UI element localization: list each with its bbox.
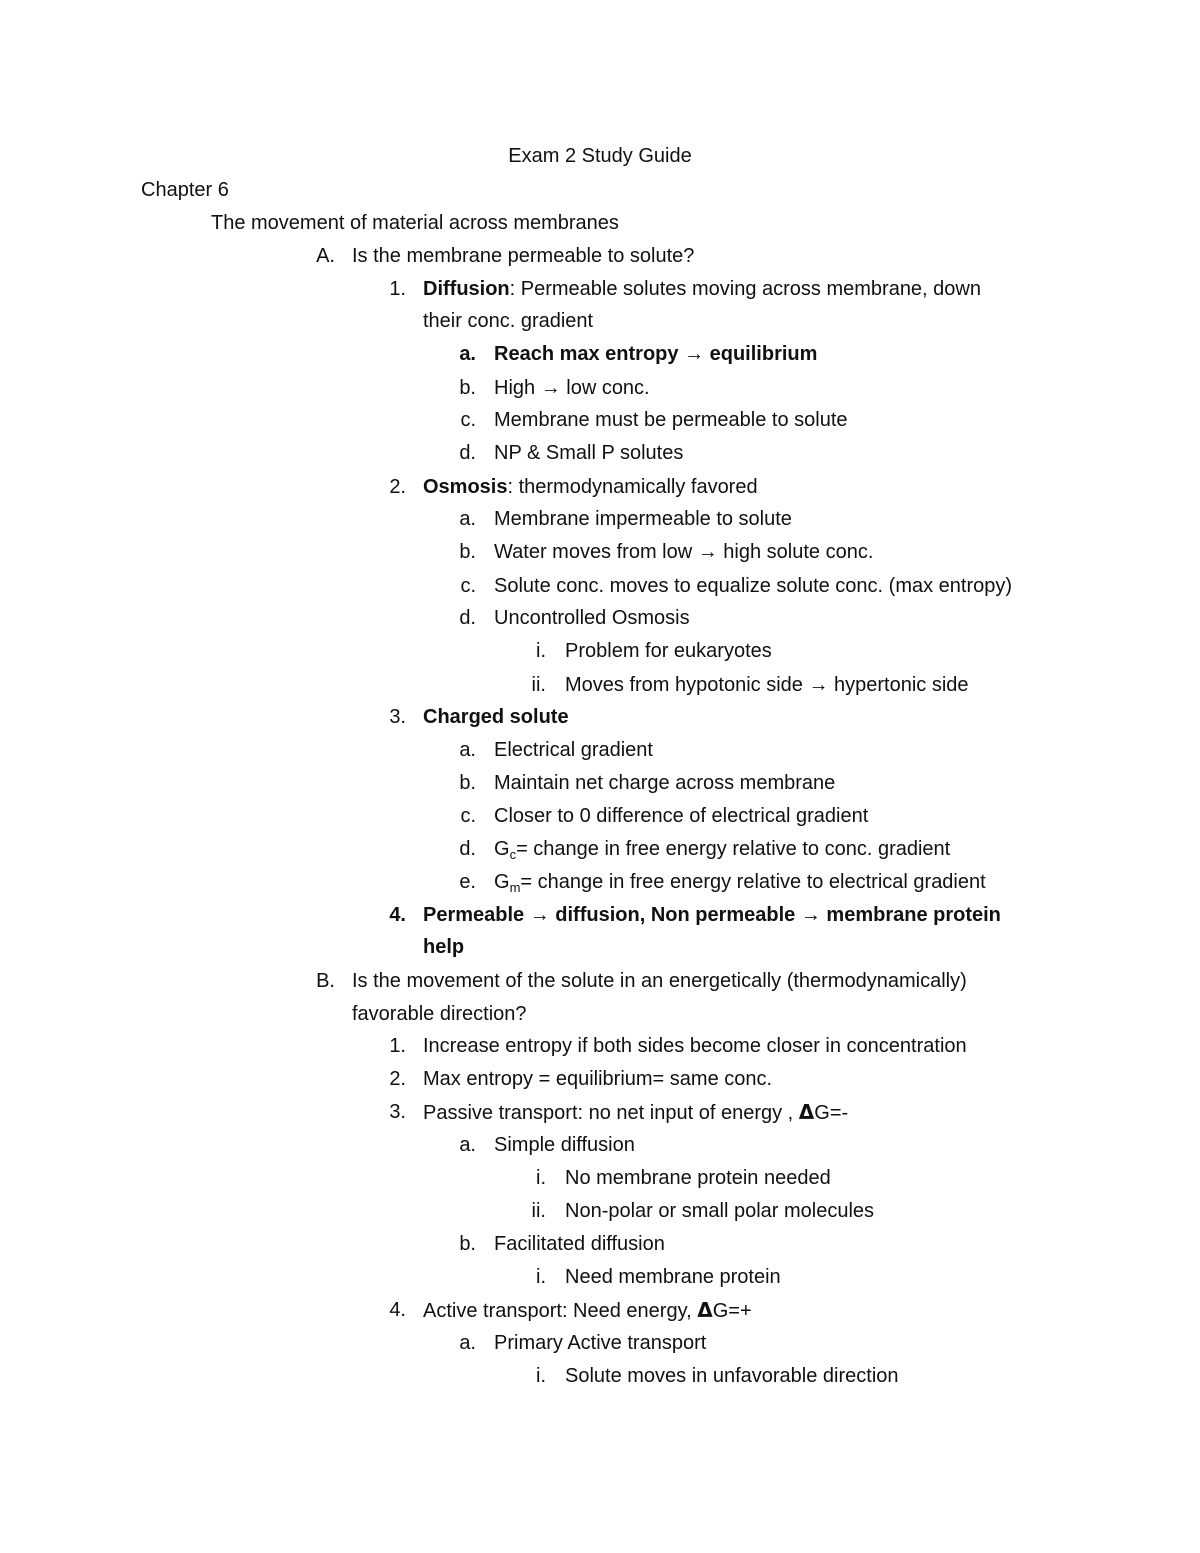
term-osmosis: Osmosis (423, 476, 508, 498)
outline-item-osmosis (423, 474, 758, 500)
outline-item: Moves from hypotonic side → hypertonic side (565, 674, 969, 696)
delta-symbol: Δ (798, 1100, 815, 1124)
outline-marker: d. (459, 838, 476, 860)
delta-g-value: G=+ (712, 1300, 752, 1322)
outline-marker: i. (536, 640, 546, 662)
outline-item-diffusion (423, 276, 981, 302)
g-symbol: G (494, 838, 510, 860)
outline-marker: A. (316, 245, 335, 267)
outline-marker: e. (459, 871, 476, 893)
outline-item-gm (494, 869, 986, 901)
outline-marker: c. (460, 805, 476, 827)
outline-marker: b. (459, 377, 476, 399)
outline-item: Maintain net charge across membrane (494, 772, 836, 794)
delta-symbol: Δ (697, 1298, 713, 1322)
outline-item-passive-transport (423, 1099, 848, 1126)
outline-marker: a. (459, 1332, 476, 1354)
passive-transport-text: Passive transport: no net input of energy , (423, 1102, 799, 1124)
g-symbol: G (494, 871, 510, 893)
outline-marker: d. (459, 442, 476, 464)
outline-item: No membrane protein needed (565, 1167, 831, 1189)
outline-item: Need membrane protein (565, 1266, 781, 1288)
outline-marker: c. (460, 575, 476, 597)
term-diffusion: Diffusion (423, 278, 510, 300)
outline-marker: 1. (389, 278, 406, 300)
outline-marker: i. (536, 1266, 546, 1288)
osmosis-definition: : thermodynamically favored (507, 476, 758, 498)
outline-item: Non-polar or small polar molecules (565, 1200, 875, 1222)
g-subscript: m (509, 880, 521, 895)
outline-marker: b. (459, 541, 476, 563)
outline-marker: c. (460, 409, 476, 431)
outline-marker: a. (459, 343, 476, 365)
outline-item-active-transport (423, 1297, 752, 1324)
outline-marker: B. (316, 970, 335, 992)
gc-definition: = change in free energy relative to conc. gradient (516, 838, 951, 860)
outline-item: Primary Active transport (494, 1332, 707, 1354)
outline-marker: 2. (389, 1068, 406, 1090)
outline-item: Problem for eukaryotes (565, 640, 772, 662)
outline-item: Solute moves in unfavorable direction (565, 1365, 899, 1387)
outline-marker: a. (459, 739, 476, 761)
chapter-heading: Chapter 6 (141, 179, 229, 201)
outline-item: High → low conc. (494, 377, 650, 399)
g-subscript: c (509, 847, 517, 862)
outline-marker: a. (459, 1134, 476, 1156)
outline-item: Electrical gradient (494, 739, 653, 761)
outline-marker: ii. (531, 1200, 546, 1222)
outline-item: Closer to 0 difference of electrical gradient (494, 805, 869, 827)
outline-marker: 4. (389, 1299, 406, 1321)
outline-marker: b. (459, 772, 476, 794)
outline-item-continuation: help (423, 936, 465, 958)
gm-definition: = change in free energy relative to electrical gradient (520, 871, 986, 893)
outline-marker: 3. (389, 706, 406, 728)
outline-item: Solute conc. moves to equalize solute conc. (max entropy) (494, 575, 1013, 597)
section-heading: The movement of material across membranes (211, 212, 619, 234)
outline-item-continuation: their conc. gradient (423, 310, 594, 332)
outline-item: Membrane impermeable to solute (494, 508, 792, 530)
outline-marker: 3. (389, 1101, 406, 1123)
page-title: Exam 2 Study Guide (508, 145, 692, 167)
diffusion-definition: : Permeable solutes moving across membrane, down (509, 278, 981, 300)
outline-item-continuation: favorable direction? (352, 1003, 527, 1025)
outline-item: NP & Small P solutes (494, 442, 684, 464)
delta-g-value: G=- (814, 1102, 849, 1124)
outline-marker: 2. (389, 476, 406, 498)
outline-marker: 1. (389, 1035, 406, 1057)
outline-item-gc (494, 836, 950, 868)
outline-marker: b. (459, 1233, 476, 1255)
outline-marker: i. (536, 1365, 546, 1387)
outline-item: Facilitated diffusion (494, 1233, 665, 1255)
outline-marker: d. (459, 607, 476, 629)
outline-marker: a. (459, 508, 476, 530)
outline-item: Max entropy = equilibrium= same conc. (423, 1068, 773, 1090)
outline-marker: 4. (389, 904, 406, 926)
outline-item: Uncontrolled Osmosis (494, 607, 690, 629)
outline-item: Reach max entropy → equilibrium (494, 343, 818, 365)
outline-marker: ii. (531, 674, 546, 696)
outline-marker: i. (536, 1167, 546, 1189)
outline-item: Simple diffusion (494, 1134, 635, 1156)
outline-item: Water moves from low → high solute conc. (494, 541, 874, 563)
outline-item: Permeable → diffusion, Non permeable → membrane protein (423, 904, 1001, 926)
outline-item-a: Is the membrane permeable to solute? (352, 245, 695, 267)
term-charged-solute: Charged solute (423, 706, 569, 728)
active-transport-text: Active transport: Need energy, (423, 1300, 698, 1322)
outline-item: Membrane must be permeable to solute (494, 409, 848, 431)
outline-item: Increase entropy if both sides become closer in concentration (423, 1035, 967, 1057)
outline-item-b: Is the movement of the solute in an energetically (thermodynamically) (352, 970, 967, 992)
